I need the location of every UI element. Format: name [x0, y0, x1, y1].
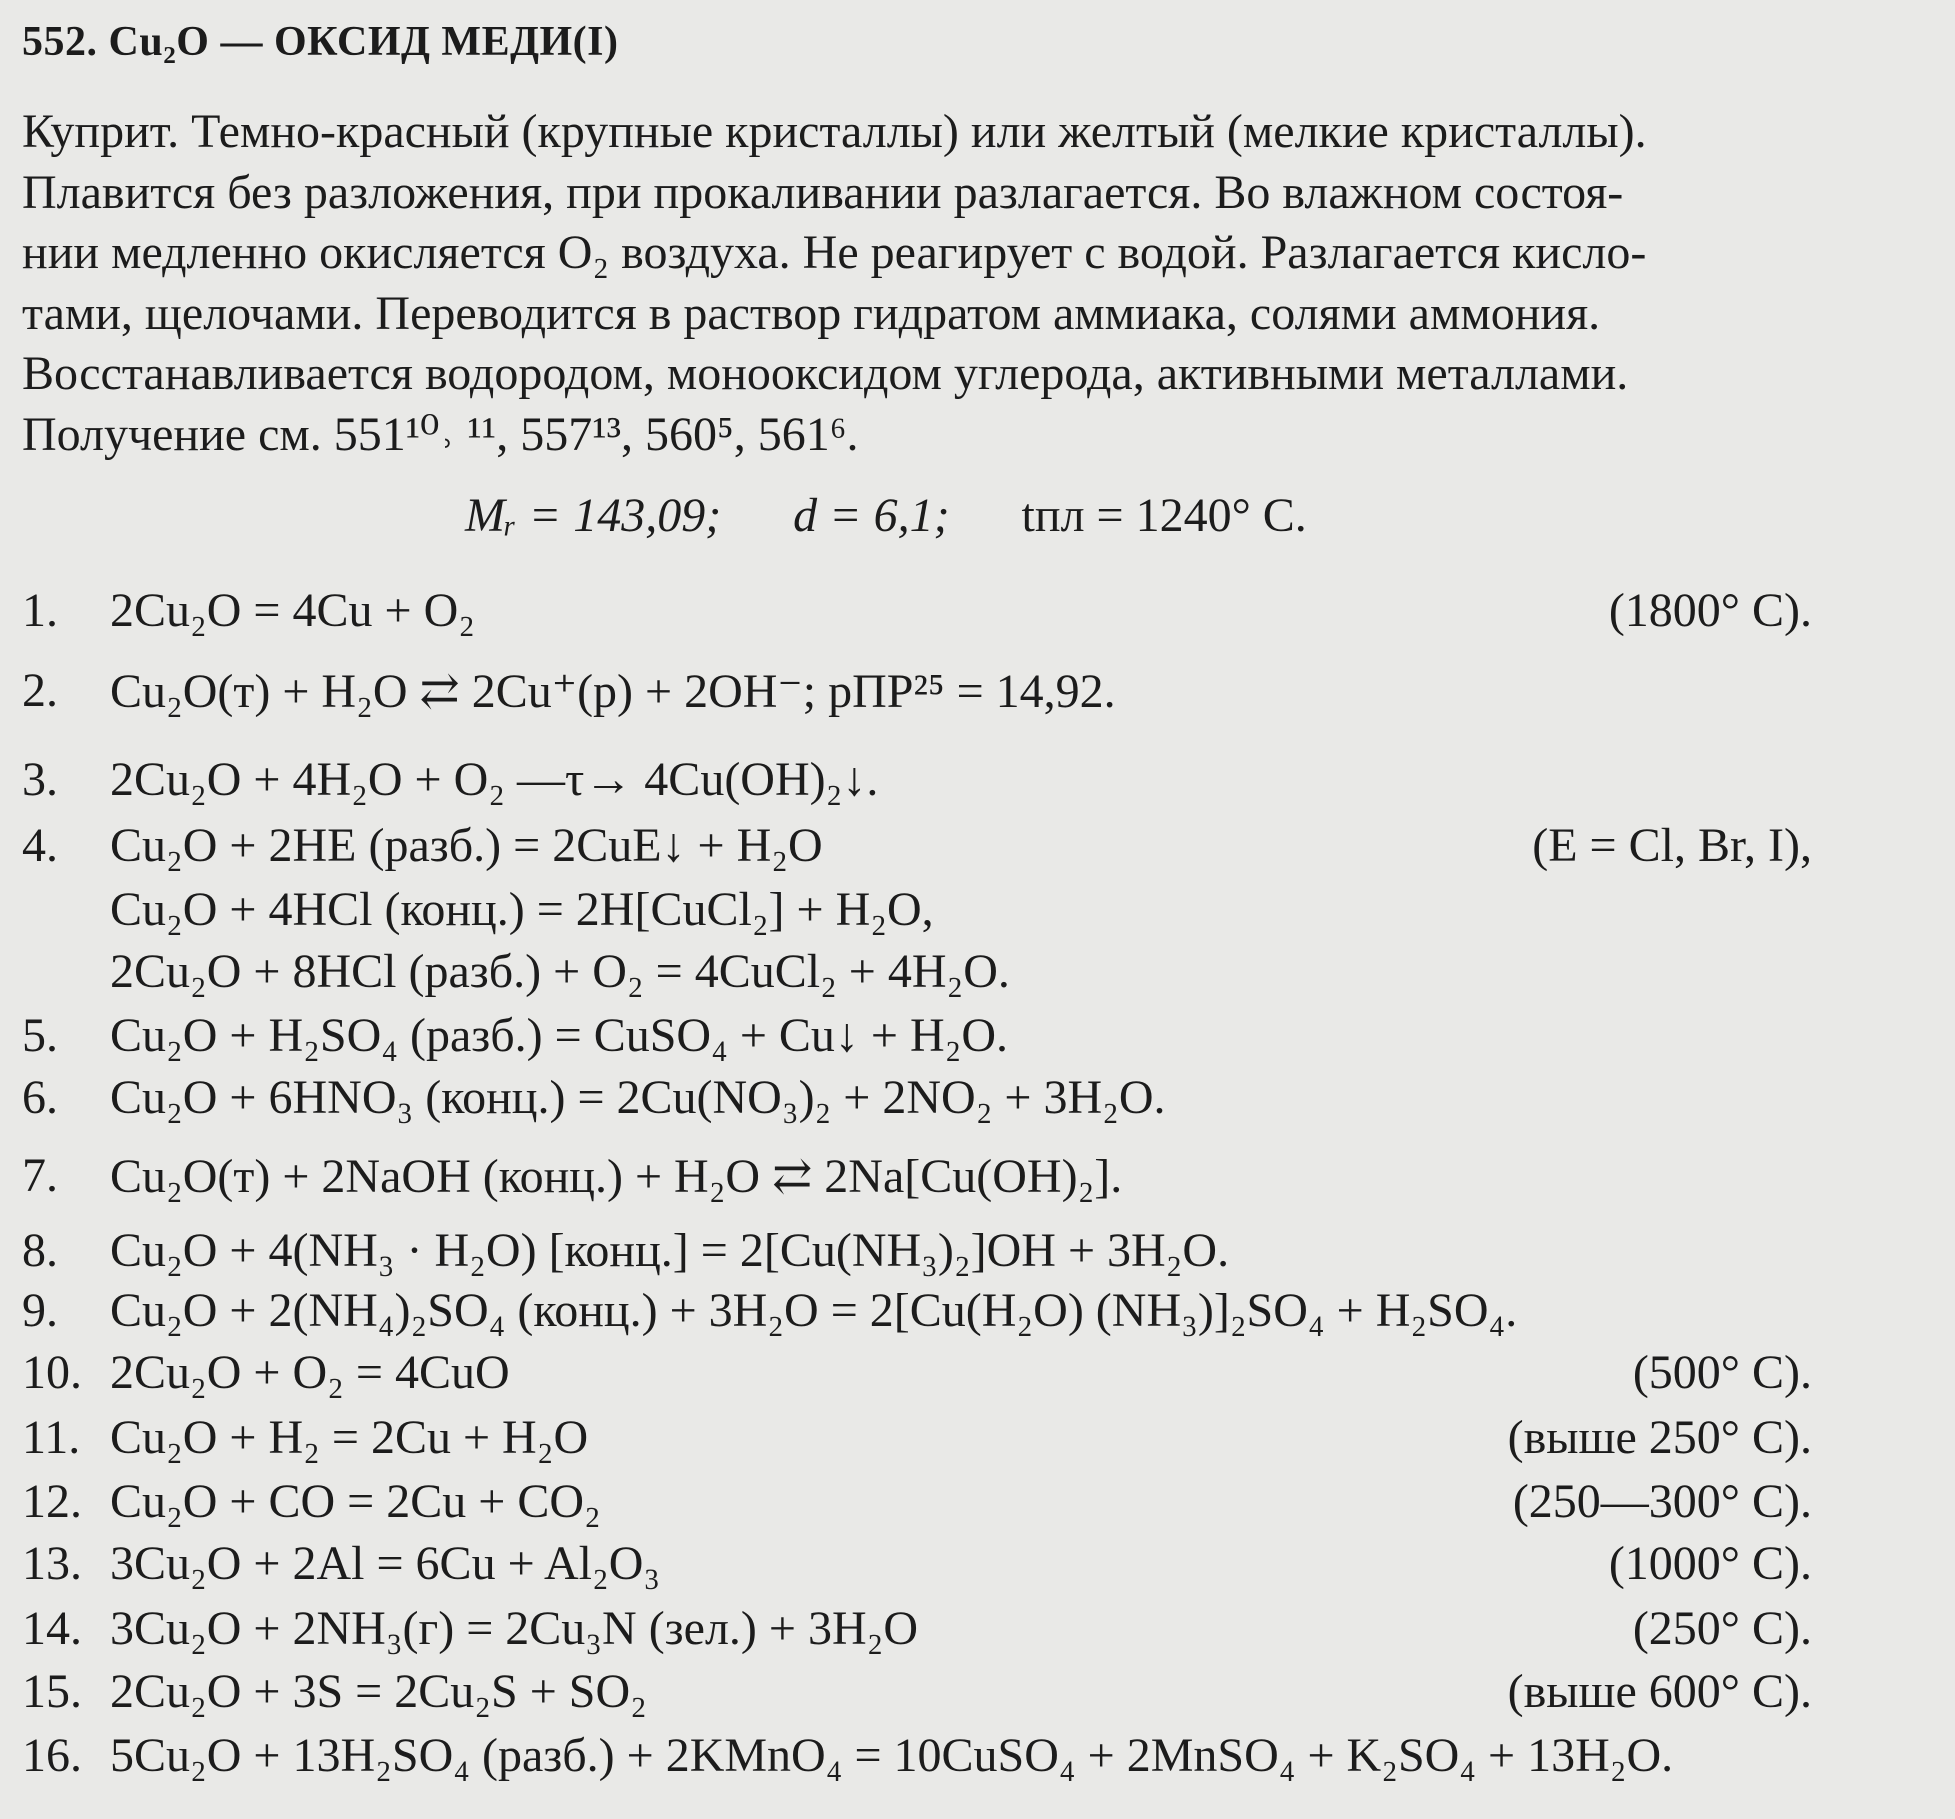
- reaction-row: [22, 1664, 1812, 1724]
- reaction-condition: (250—300° C).: [1512, 1475, 1812, 1528]
- reaction-number: 2.: [22, 664, 58, 717]
- reaction-number: 13.: [22, 1537, 82, 1590]
- reaction-condition: (250° C).: [1632, 1602, 1812, 1655]
- reaction-number: 14.: [22, 1602, 82, 1655]
- reaction-number: 15.: [22, 1665, 82, 1718]
- description-line: Куприт. Темно-красный (крупные кристаллы) или желтый (мелкие кристаллы).: [22, 105, 1647, 158]
- reaction-equation: Cu₂O + 6HNO₃ (конц.) = 2Cu(NO₃)₂ + 2NO₂ + 3H₂O.: [110, 1071, 1166, 1124]
- reaction-number: 8.: [22, 1224, 58, 1277]
- reaction-row: [22, 1148, 1812, 1208]
- reaction-equation: 2Cu₂O + 3S = 2Cu₂S + SO₂: [110, 1665, 647, 1718]
- reaction-condition: (1000° C).: [1608, 1537, 1812, 1590]
- reaction-number: 5.: [22, 1009, 58, 1062]
- reaction-row-continuation: [22, 944, 1812, 1004]
- reaction-equation: 3Cu₂O + 2NH₃(г) = 2Cu₃N (зел.) + 3H₂O: [110, 1602, 919, 1655]
- reaction-number: 11.: [22, 1411, 81, 1464]
- description-line: Восстанавливается водородом, монооксидом углерода, активными металлами.: [22, 347, 1629, 400]
- reaction-equation: Cu₂O + 2HE (разб.) = 2CuE↓ + H₂O: [110, 819, 823, 872]
- melting-point: tпл = 1240° C.: [1021, 489, 1307, 542]
- reaction-number: 3.: [22, 753, 58, 806]
- reaction-row: [22, 752, 1812, 812]
- reaction-row: [22, 1070, 1812, 1130]
- reaction-row: [22, 1474, 1812, 1534]
- reaction-condition: (1800° C).: [1608, 584, 1812, 637]
- reaction-row: [22, 1008, 1812, 1068]
- reaction-equation: Cu₂O + 4(NH₃ · H₂O) [конц.] = 2[Cu(NH₃)₂]OH + 3H₂O.: [110, 1224, 1230, 1277]
- reaction-row: [22, 818, 1812, 878]
- reaction-equation: Cu₂O + H₂SO₄ (разб.) = CuSO₄ + Cu↓ + H₂O.: [110, 1009, 1009, 1062]
- reaction-condition: (E = Cl, Br, I),: [1532, 819, 1812, 872]
- reaction-equation: 2Cu₂O + 4H₂O + O₂ —τ→ 4Cu(OH)₂↓.: [110, 753, 879, 806]
- reaction-row: [22, 1601, 1812, 1661]
- section-title: 552. Cu₂O — ОКСИД МЕДИ(I): [22, 19, 619, 65]
- description-line: нии медленно окисляется O₂ воздуха. Не реагирует с водой. Разлагается кисло-: [22, 226, 1647, 279]
- reaction-number: 6.: [22, 1071, 58, 1124]
- reaction-condition: (выше 600° C).: [1507, 1665, 1812, 1718]
- reaction-equation: 2Cu₂O + 8HCl (разб.) + O₂ = 4CuCl₂ + 4H₂O.: [110, 945, 1010, 998]
- reaction-row: [22, 1536, 1812, 1596]
- properties: [465, 488, 1307, 543]
- reaction-equation: 3Cu₂O + 2Al = 6Cu + Al₂O₃: [110, 1537, 661, 1590]
- reaction-equation: Cu₂O + 4HCl (конц.) = 2H[CuCl₂] + H₂O,: [110, 883, 934, 936]
- density: d = 6,1;: [793, 489, 950, 542]
- reaction-equation: Cu₂O(т) + 2NaOH (конц.) + H₂O ⇄ 2Na[Cu(OH)₂].: [110, 1150, 1123, 1203]
- reaction-number: 4.: [22, 819, 58, 872]
- reaction-equation: Cu₂O + H₂ = 2Cu + H₂O: [110, 1411, 589, 1464]
- reaction-row: [22, 1410, 1812, 1470]
- reaction-number: 9.: [22, 1284, 58, 1337]
- reaction-condition: (выше 250° C).: [1507, 1411, 1812, 1464]
- description-line: тами, щелочами. Переводится в раствор гидратом аммиака, солями аммония.: [22, 286, 1601, 340]
- reaction-number: 10.: [22, 1346, 82, 1399]
- reaction-row: [22, 1223, 1812, 1283]
- reaction-row: [22, 663, 1812, 723]
- reaction-row: [22, 1728, 1812, 1788]
- reaction-equation: 2Cu₂O = 4Cu + O₂: [110, 584, 475, 637]
- molar-mass: Mᵣ = 143,09;: [465, 489, 722, 542]
- reaction-condition: (500° C).: [1632, 1346, 1812, 1399]
- reaction-equation: Cu₂O + CO = 2Cu + CO₂: [110, 1475, 601, 1528]
- reaction-number: 1.: [22, 584, 58, 637]
- reaction-number: 16.: [22, 1729, 82, 1782]
- reaction-row: [22, 1345, 1812, 1405]
- reaction-equation: Cu₂O(т) + H₂O ⇄ 2Cu⁺(р) + 2OH⁻; рПР²⁵ = 14,92.: [110, 665, 1116, 718]
- reaction-equation: 2Cu₂O + O₂ = 4CuO: [110, 1346, 510, 1399]
- description: [22, 102, 1822, 465]
- reaction-equation: Cu₂O + 2(NH₄)₂SO₄ (конц.) + 3H₂O = 2[Cu(H₂O) (NH₃)]₂SO₄ + H₂SO₄.: [110, 1284, 1518, 1337]
- reaction-row-continuation: [22, 882, 1812, 942]
- reaction-number: 12.: [22, 1475, 82, 1528]
- reaction-number: 7.: [22, 1149, 58, 1202]
- description-line: Плавится без разложения, при прокаливании разлагается. Во влажном состоя-: [22, 165, 1624, 219]
- description-line: Получение см. 551¹⁰˒ ¹¹, 557¹³, 560⁵, 561⁶.: [22, 407, 859, 461]
- reaction-row: [22, 583, 1812, 643]
- reaction-row: [22, 1283, 1812, 1343]
- reaction-equation: 5Cu₂O + 13H₂SO₄ (разб.) + 2KMnO₄ = 10CuSO₄ + 2MnSO₄ + K₂SO₄ + 13H₂O.: [110, 1729, 1674, 1782]
